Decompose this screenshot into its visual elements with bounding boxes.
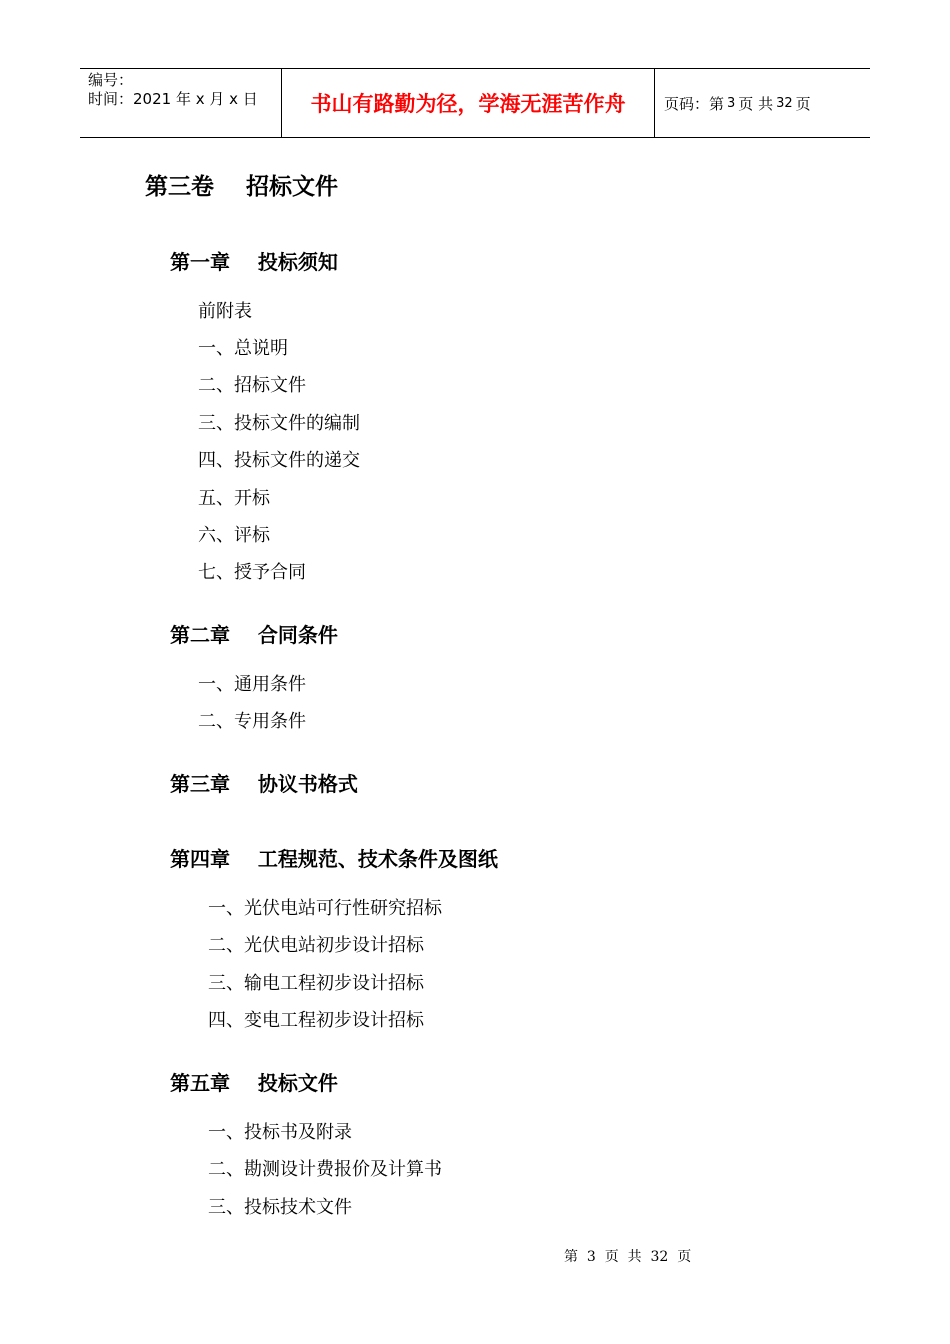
toc-item: 一、总说明 bbox=[198, 338, 288, 359]
volume-title: 第三卷 招标文件 bbox=[145, 174, 339, 200]
page-header bbox=[80, 68, 870, 138]
chapter-title: 第三章 协议书格式 bbox=[170, 772, 358, 796]
toc-item: 二、勘测设计费报价及计算书 bbox=[208, 1159, 442, 1180]
page-suffix: 页 bbox=[795, 94, 811, 113]
toc-item: 四、变电工程初步设计招标 bbox=[208, 1010, 424, 1031]
page-mid: 页 共 bbox=[738, 94, 774, 113]
toc-item: 二、招标文件 bbox=[198, 375, 306, 396]
page-total: 32 bbox=[776, 95, 793, 111]
toc-item: 五、开标 bbox=[198, 488, 270, 509]
document-date: 时间：2021 年 x 月 x 日 bbox=[88, 90, 258, 108]
toc-item: 三、输电工程初步设计招标 bbox=[208, 973, 424, 994]
chapter-title: 第五章 投标文件 bbox=[170, 1071, 338, 1095]
toc-item: 三、投标技术文件 bbox=[208, 1197, 352, 1218]
toc-item: 一、通用条件 bbox=[198, 674, 306, 695]
chapter-title: 第四章 工程规范、技术条件及图纸 bbox=[170, 847, 498, 871]
page-footer: 第 3 页 共 32 页 bbox=[564, 1249, 692, 1265]
header-motto: 书山有路勤为径，学海无涯苦作舟 bbox=[281, 69, 655, 137]
toc-item: 七、授予合同 bbox=[198, 562, 306, 583]
chapter-title: 第一章 投标须知 bbox=[170, 250, 338, 274]
chapter-title: 第二章 合同条件 bbox=[170, 623, 338, 647]
page-prefix: 页码：第 bbox=[664, 94, 725, 113]
toc-item: 三、投标文件的编制 bbox=[198, 413, 360, 434]
header-page-info bbox=[655, 69, 870, 137]
toc-item: 四、投标文件的递交 bbox=[198, 450, 360, 471]
toc-item: 二、专用条件 bbox=[198, 711, 306, 732]
toc-item: 前附表 bbox=[198, 301, 252, 322]
header-meta bbox=[80, 69, 281, 137]
toc-item: 二、光伏电站初步设计招标 bbox=[208, 935, 424, 956]
toc-item: 一、光伏电站可行性研究招标 bbox=[208, 898, 442, 919]
toc-item: 六、评标 bbox=[198, 525, 270, 546]
page-current: 3 bbox=[727, 95, 736, 111]
toc-item: 一、投标书及附录 bbox=[208, 1122, 352, 1143]
document-number-label: 编号： bbox=[88, 71, 134, 89]
